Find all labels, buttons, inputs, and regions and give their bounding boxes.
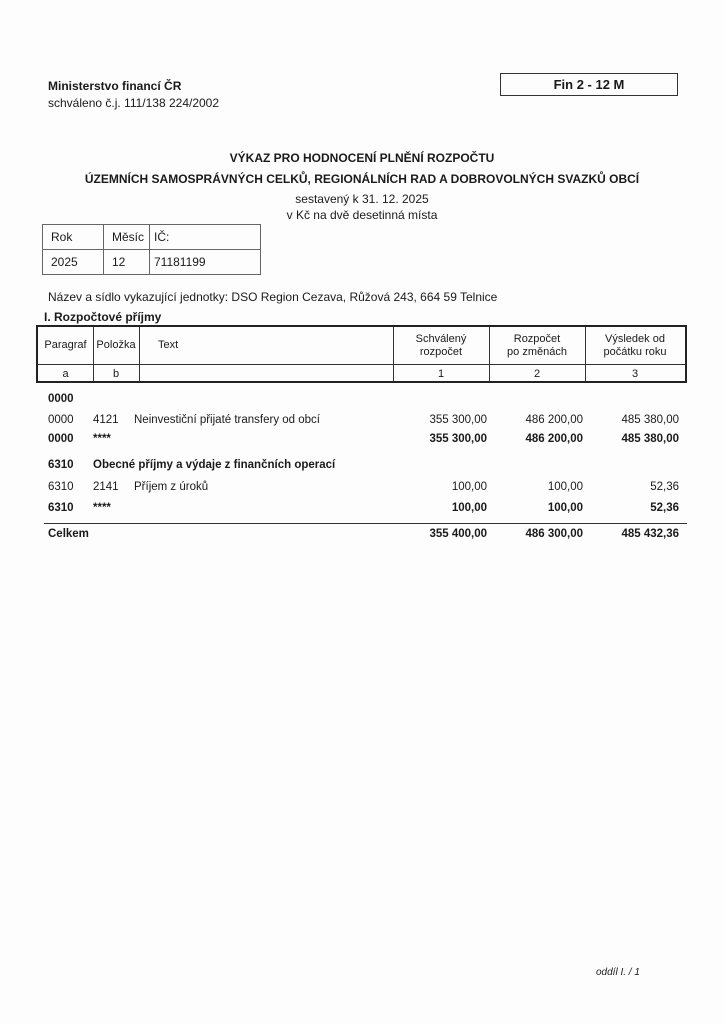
cell-paragraf: 6310 [48,481,74,493]
cell-vysledek: 52,36 [650,502,679,514]
col-po-zmenach [489,333,585,359]
col-schvaleny-line1: Schválený [415,333,467,345]
total-row [0,528,724,544]
table-row [0,433,724,449]
cell-schvaleny: 355 300,00 [429,414,487,426]
sub-2: 2 [533,368,541,380]
col-polozka: Položka [96,339,136,351]
cell-vysledek: 52,36 [650,481,679,493]
sub-a: a [62,368,69,380]
cell-text: Neinvestiční přijaté transfery od obcí [134,414,321,426]
form-code-box: Fin 2 - 12 M [500,73,678,96]
cell-po-zmenach: 486 200,00 [525,433,583,445]
ic-label: IČ: [150,225,261,250]
cell-polozka: 4121 [93,414,119,426]
table-row [0,481,724,497]
cell-schvaleny: 355 300,00 [429,433,487,445]
cell-paragraf: 0000 [48,414,74,426]
mesic-value: 12 [104,250,150,275]
total-divider [44,523,687,524]
table-row [0,414,724,430]
report-title-line1: VÝKAZ PRO HODNOCENÍ PLNĚNÍ ROZPOČTU [229,151,495,165]
cell-text: Obecné příjmy a výdaje z finančních operací [93,459,336,471]
col-po-zmenach-line2: po změnách [507,346,567,358]
total-v2: 486 300,00 [525,528,583,540]
section-title: I. Rozpočtové příjmy [44,310,162,324]
col-schvaleny [393,333,489,359]
col-vysledek-line2: počátku roku [603,346,667,358]
approval-number: schváleno č.j. 111/138 224/2002 [48,96,220,110]
cell-po-zmenach: 100,00 [547,502,583,514]
cell-text: Příjem z úroků [134,481,209,493]
total-label: Celkem [48,528,89,540]
rok-label: Rok [43,225,104,250]
mesic-label: Měsíc [104,225,150,250]
report-unit-note: v Kč na dvě desetinná místa [286,208,438,222]
report-title-line2: ÚZEMNÍCH SAMOSPRÁVNÝCH CELKŮ, REGIONÁLNÍCH RAD A DOBROVOLNÝCH SVAZKŮ OBCÍ [84,172,640,186]
total-v3: 485 432,36 [621,528,679,540]
cell-polozka: **** [93,502,111,514]
cell-paragraf: 0000 [48,393,74,405]
col-schvaleny-line2: rozpočet [419,346,463,358]
total-v1: 355 400,00 [429,528,487,540]
reporting-unit: Název a sídlo vykazující jednotky: DSO Region Cezava, Růžová 243, 664 59 Telnice [48,290,498,304]
table-row [0,502,724,518]
cell-vysledek: 485 380,00 [621,433,679,445]
report-date: sestavený k 31. 12. 2025 [295,192,429,206]
cell-polozka: 2141 [93,481,119,493]
rok-value: 2025 [43,250,104,275]
cell-schvaleny: 100,00 [451,502,487,514]
sub-1: 1 [437,368,445,380]
cell-schvaleny: 100,00 [451,481,487,493]
sub-b: b [112,368,120,380]
cell-polozka: **** [93,433,111,445]
col-text: Text [158,339,179,351]
ministry-name: Ministerstvo financí ČR [48,79,182,93]
col-po-zmenach-line1: Rozpočet [513,333,561,345]
cell-paragraf: 6310 [48,459,74,471]
cell-po-zmenach: 100,00 [547,481,583,493]
sub-3: 3 [631,368,639,380]
cell-paragraf: 6310 [48,502,74,514]
page-footer: oddíl I. / 1 [596,967,640,978]
ic-value: 71181199 [150,250,261,275]
table-row [0,393,724,409]
cell-paragraf: 0000 [48,433,74,445]
col-paragraf: Paragraf [44,339,87,351]
table-row [0,459,724,475]
table-header [36,325,687,383]
period-info-table [42,224,261,275]
col-vysledek-line1: Výsledek od [605,333,665,345]
cell-po-zmenach: 486 200,00 [525,414,583,426]
cell-vysledek: 485 380,00 [621,414,679,426]
col-vysledek [585,333,685,359]
